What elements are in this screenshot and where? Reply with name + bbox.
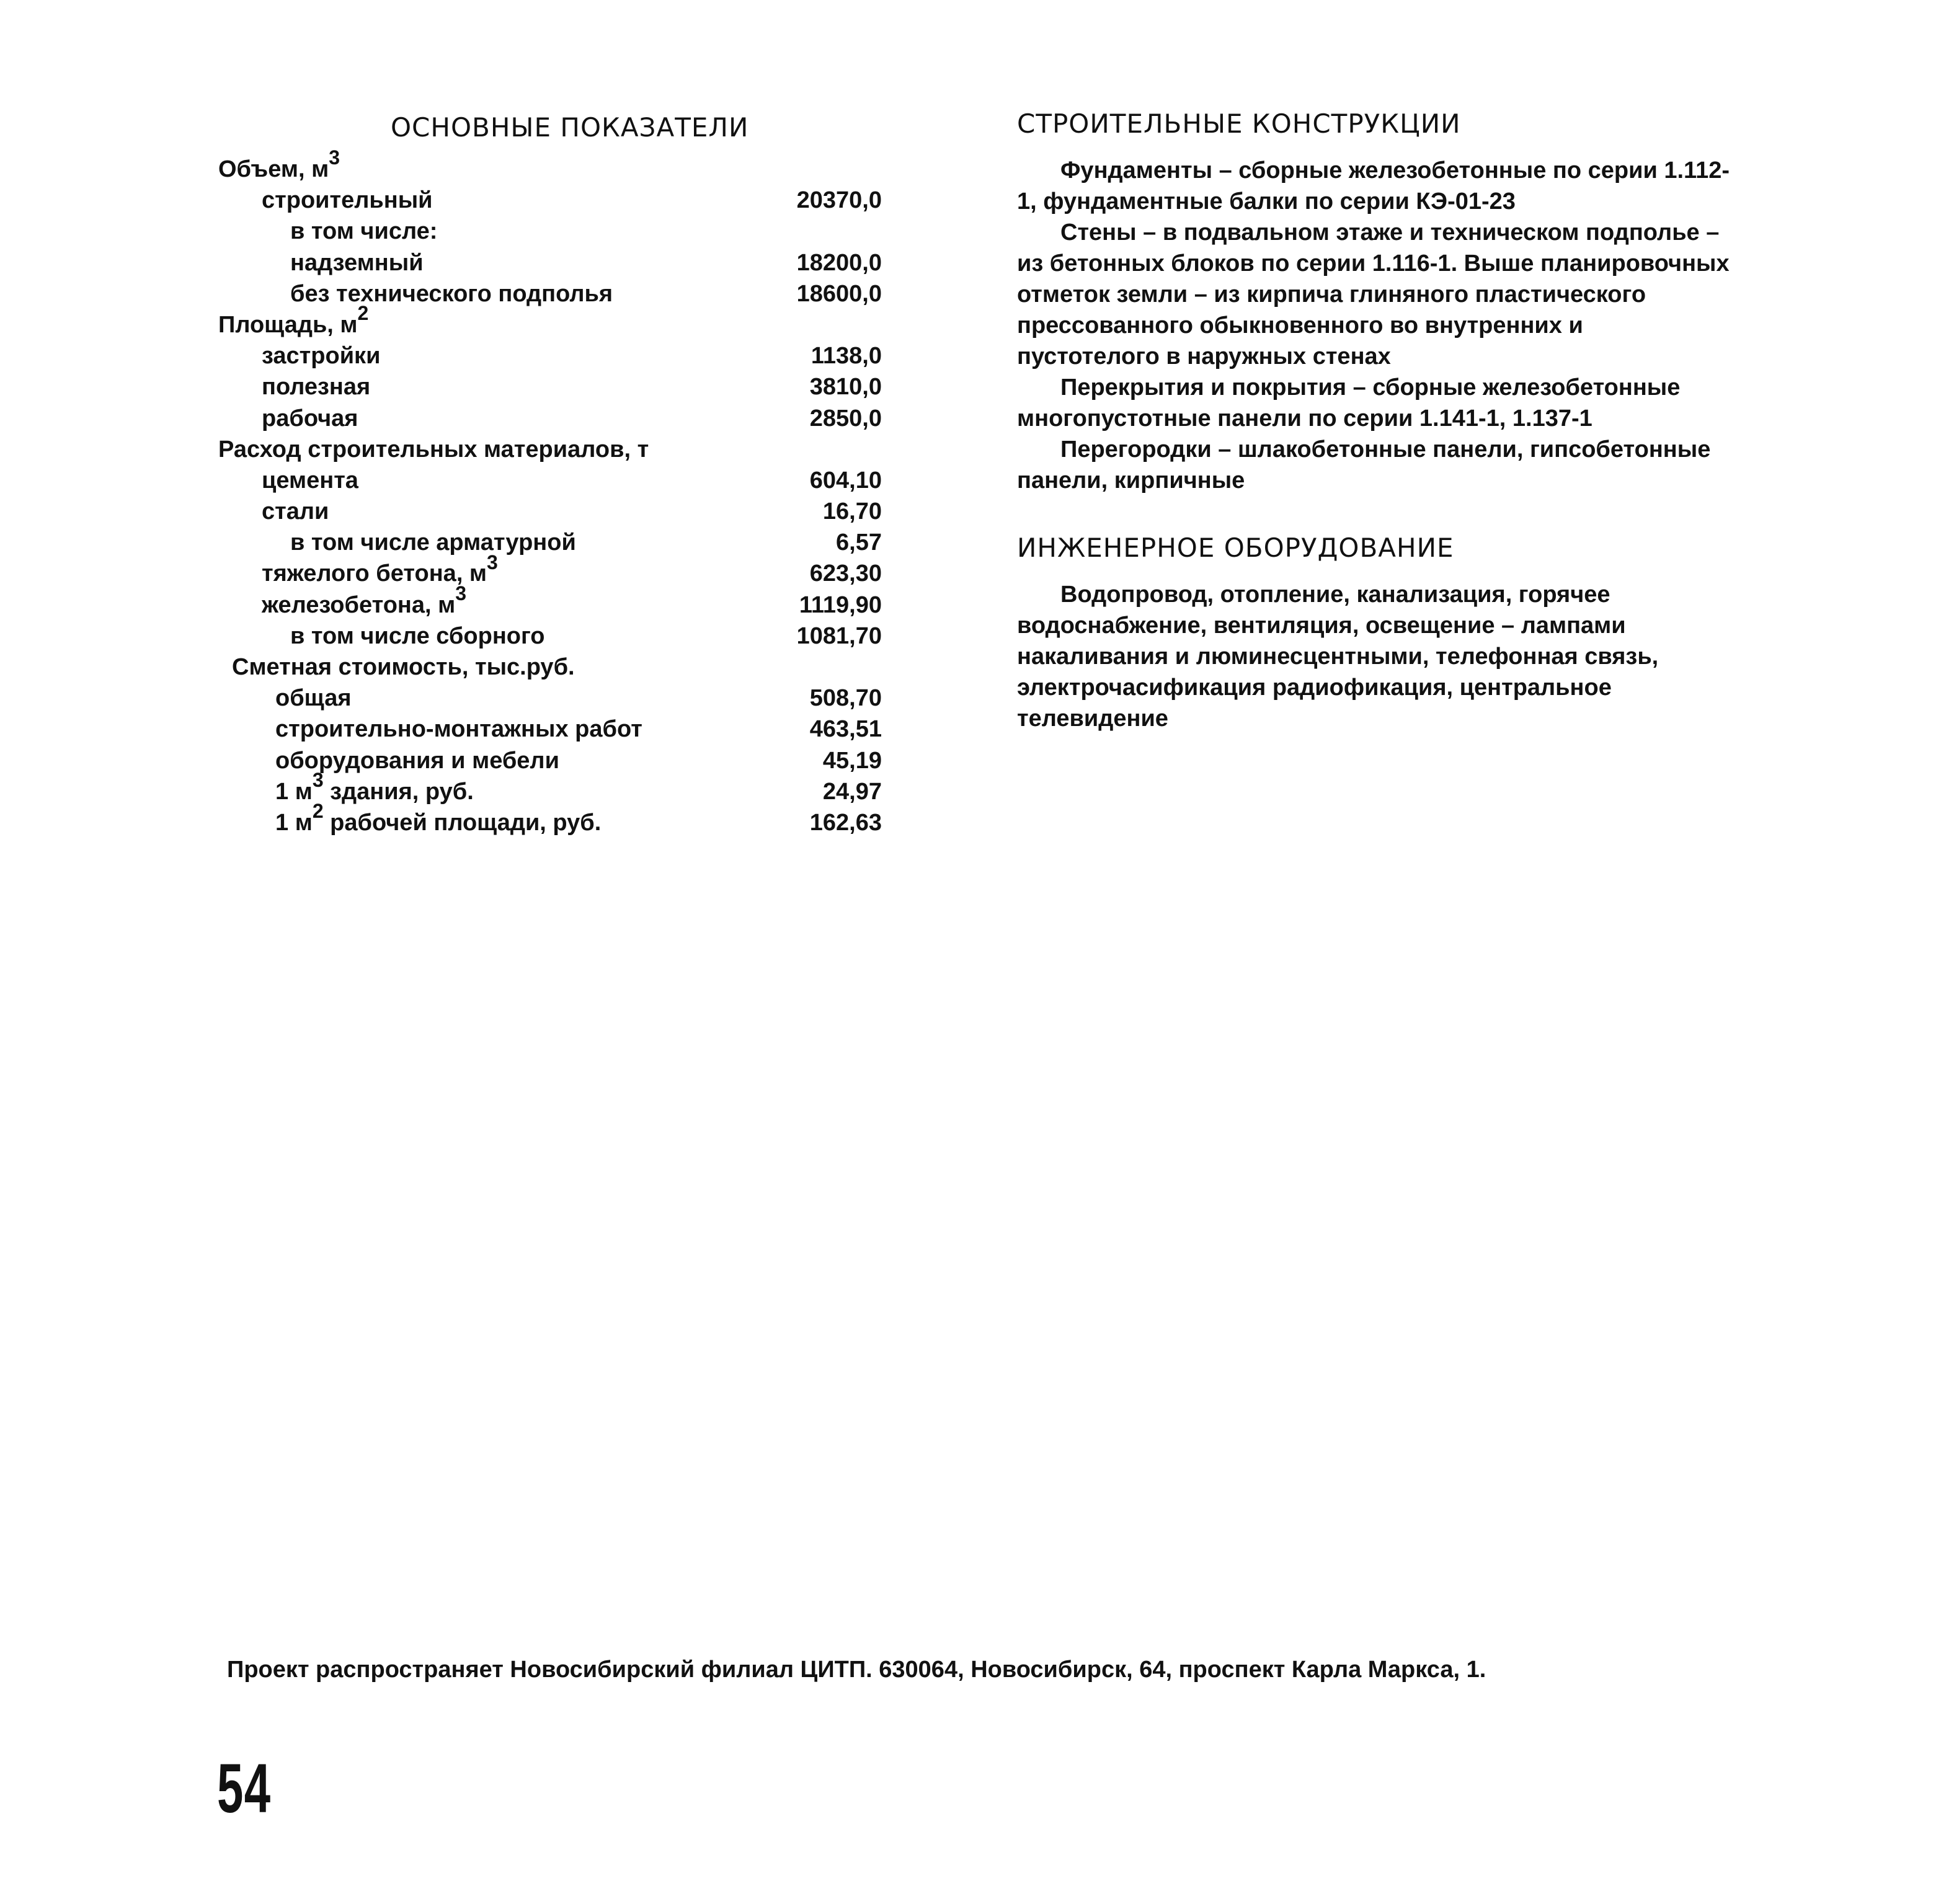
indicator-label — [275, 769, 474, 807]
indicator-label — [290, 216, 437, 247]
indicator-value: 162,63 — [809, 809, 882, 836]
indicator-value: 6,57 — [836, 529, 882, 556]
indicator-label — [262, 582, 467, 621]
indicator-label — [218, 146, 340, 185]
unit-exponent: 3 — [329, 146, 340, 169]
indicator-label-text: 1 м — [275, 809, 313, 836]
indicator-label-text: строительно-монтажных работ — [275, 716, 642, 743]
indicator-value: 16,70 — [822, 498, 882, 525]
indicator-row — [218, 371, 938, 402]
indicator-label-text: строительный — [262, 187, 433, 214]
indicator-label — [218, 302, 369, 340]
indicator-value: 604,10 — [809, 467, 882, 494]
construction-title: СТРОИТЕЛЬНЫЕ КОНСТРУКЦИИ — [1017, 108, 1461, 139]
indicator-label — [290, 621, 545, 652]
indicator-label — [232, 652, 575, 683]
indicator-value: 508,70 — [809, 685, 882, 712]
indicator-row — [218, 652, 938, 683]
indicator-label-text: в том числе: — [290, 218, 438, 245]
indicator-label-text: в том числе сборного — [290, 622, 545, 649]
indicator-row — [218, 465, 938, 496]
indicator-row — [218, 551, 938, 589]
indicator-value: 2850,0 — [809, 405, 882, 432]
indicator-label — [275, 683, 352, 714]
construction-paragraph-walls: Стены – в подвальном этаже и техническом подполье – из бетонных блоков по серии 1.116-1. Выше планировочных отметок земли – из кирпича глиняного пластического прессованного обыкновенного во внутренних и пустотелого в наружных стенах — [1017, 219, 1730, 370]
engineering-section — [1017, 531, 1730, 734]
indicator-label-text: в том числе арматурной — [290, 529, 576, 556]
indicator-row — [218, 278, 938, 309]
engineering-paragraph: Водопровод, отопление, канализация, горячее водоснабжение, вентиляция, освещение – лампами накаливания и люминесцентными, телефонная связь, электрочасификация радиофикация, центральное телевидение — [1017, 582, 1659, 732]
indicator-label-text: Объем, м — [218, 156, 329, 182]
unit-exponent: 2 — [357, 302, 369, 325]
indicator-value: 463,51 — [809, 716, 882, 743]
indicator-row — [218, 745, 938, 776]
indicator-label — [262, 371, 370, 402]
indicator-label — [262, 496, 329, 527]
indicator-label — [218, 434, 649, 465]
indicator-label-text: тяжелого бетона, м — [262, 560, 487, 587]
indicator-label-text: без технического подполья — [290, 280, 613, 307]
indicator-value: 1081,70 — [796, 622, 882, 649]
indicator-value: 24,97 — [822, 778, 882, 805]
indicator-label-text: общая — [275, 685, 352, 712]
indicator-row — [218, 800, 938, 838]
indicator-label — [290, 278, 613, 309]
indicator-label-suffix: здания, руб. — [323, 778, 474, 805]
indicator-label-text: стали — [262, 498, 329, 525]
page-number: 54 — [217, 1750, 272, 1827]
indicator-label — [262, 340, 380, 371]
indicator-label-text: Площадь, м — [218, 311, 358, 338]
indicator-label — [262, 185, 433, 216]
indicator-label — [290, 247, 424, 278]
indicator-label — [262, 465, 358, 496]
indicator-value: 3810,0 — [809, 374, 882, 401]
indicator-value: 18200,0 — [796, 249, 882, 276]
indicator-row — [218, 582, 938, 621]
unit-exponent: 3 — [312, 769, 324, 792]
indicator-row — [218, 434, 938, 465]
indicator-label-text: застройки — [262, 343, 381, 370]
indicator-row — [218, 769, 938, 807]
indicator-row — [218, 403, 938, 434]
main-indicators-section — [218, 110, 938, 838]
indicators-table — [218, 146, 938, 838]
indicator-label-text: 1 м — [275, 778, 313, 805]
indicator-value: 18600,0 — [796, 280, 882, 307]
indicator-value: 1119,90 — [799, 591, 882, 618]
indicator-label-text: полезная — [262, 374, 371, 401]
indicator-row — [218, 216, 938, 247]
indicator-label — [275, 714, 642, 745]
indicator-row — [218, 621, 938, 652]
indicator-row — [218, 340, 938, 371]
indicator-value: 20370,0 — [796, 187, 882, 214]
indicator-row — [218, 683, 938, 714]
indicator-row — [218, 247, 938, 278]
engineering-title: ИНЖЕНЕРНОЕ ОБОРУДОВАНИЕ — [1017, 533, 1454, 563]
indicator-label-text: Расход строительных материалов, т — [218, 436, 649, 463]
unit-exponent: 3 — [455, 582, 467, 604]
construction-paragraph-foundations: Фундаменты – сборные железобетонные по серии 1.112-1, фундаментные балки по серии КЭ-01-23 — [1017, 157, 1730, 215]
indicator-row — [218, 714, 938, 745]
construction-paragraph-partitions: Перегородки – шлакобетонные панели, гипсобетонные панели, кирпичные — [1017, 436, 1711, 494]
indicator-row — [218, 527, 938, 558]
footer-distributor-note: Проект распространяет Новосибирский филиал ЦИТП. 630064, Новосибирск, 64, проспект Карла Маркса, 1. — [227, 1657, 1486, 1683]
indicator-label-text: цемента — [262, 467, 358, 494]
indicator-value: 45,19 — [822, 747, 882, 774]
construction-paragraph-floors: Перекрытия и покрытия – сборные железобетонные многопустотные панели по серии 1.141-1, 1.137-1 — [1017, 374, 1681, 432]
indicator-row — [218, 302, 938, 340]
main-indicators-title: ОСНОВНЫЕ ПОКАЗАТЕЛИ — [391, 112, 749, 143]
indicator-value: 1138,0 — [811, 343, 882, 370]
unit-exponent: 3 — [487, 551, 498, 573]
indicator-row — [218, 185, 938, 216]
indicator-label-text: оборудования и мебели — [275, 747, 559, 774]
indicator-label-text: рабочая — [262, 405, 358, 432]
right-column — [1017, 107, 1730, 769]
indicator-row — [218, 496, 938, 527]
indicator-label-text: Сметная стоимость, тыс.руб. — [232, 654, 575, 680]
indicator-row — [218, 146, 938, 185]
indicator-label — [262, 403, 358, 434]
indicator-label-text: железобетона, м — [262, 591, 456, 618]
indicator-label — [275, 800, 602, 838]
indicator-label-text: надземный — [290, 249, 424, 276]
indicator-value: 623,30 — [809, 560, 882, 587]
indicator-label-suffix: рабочей площади, руб. — [323, 809, 602, 836]
unit-exponent: 2 — [312, 800, 324, 823]
indicator-label — [290, 527, 576, 558]
construction-section — [1017, 107, 1730, 496]
